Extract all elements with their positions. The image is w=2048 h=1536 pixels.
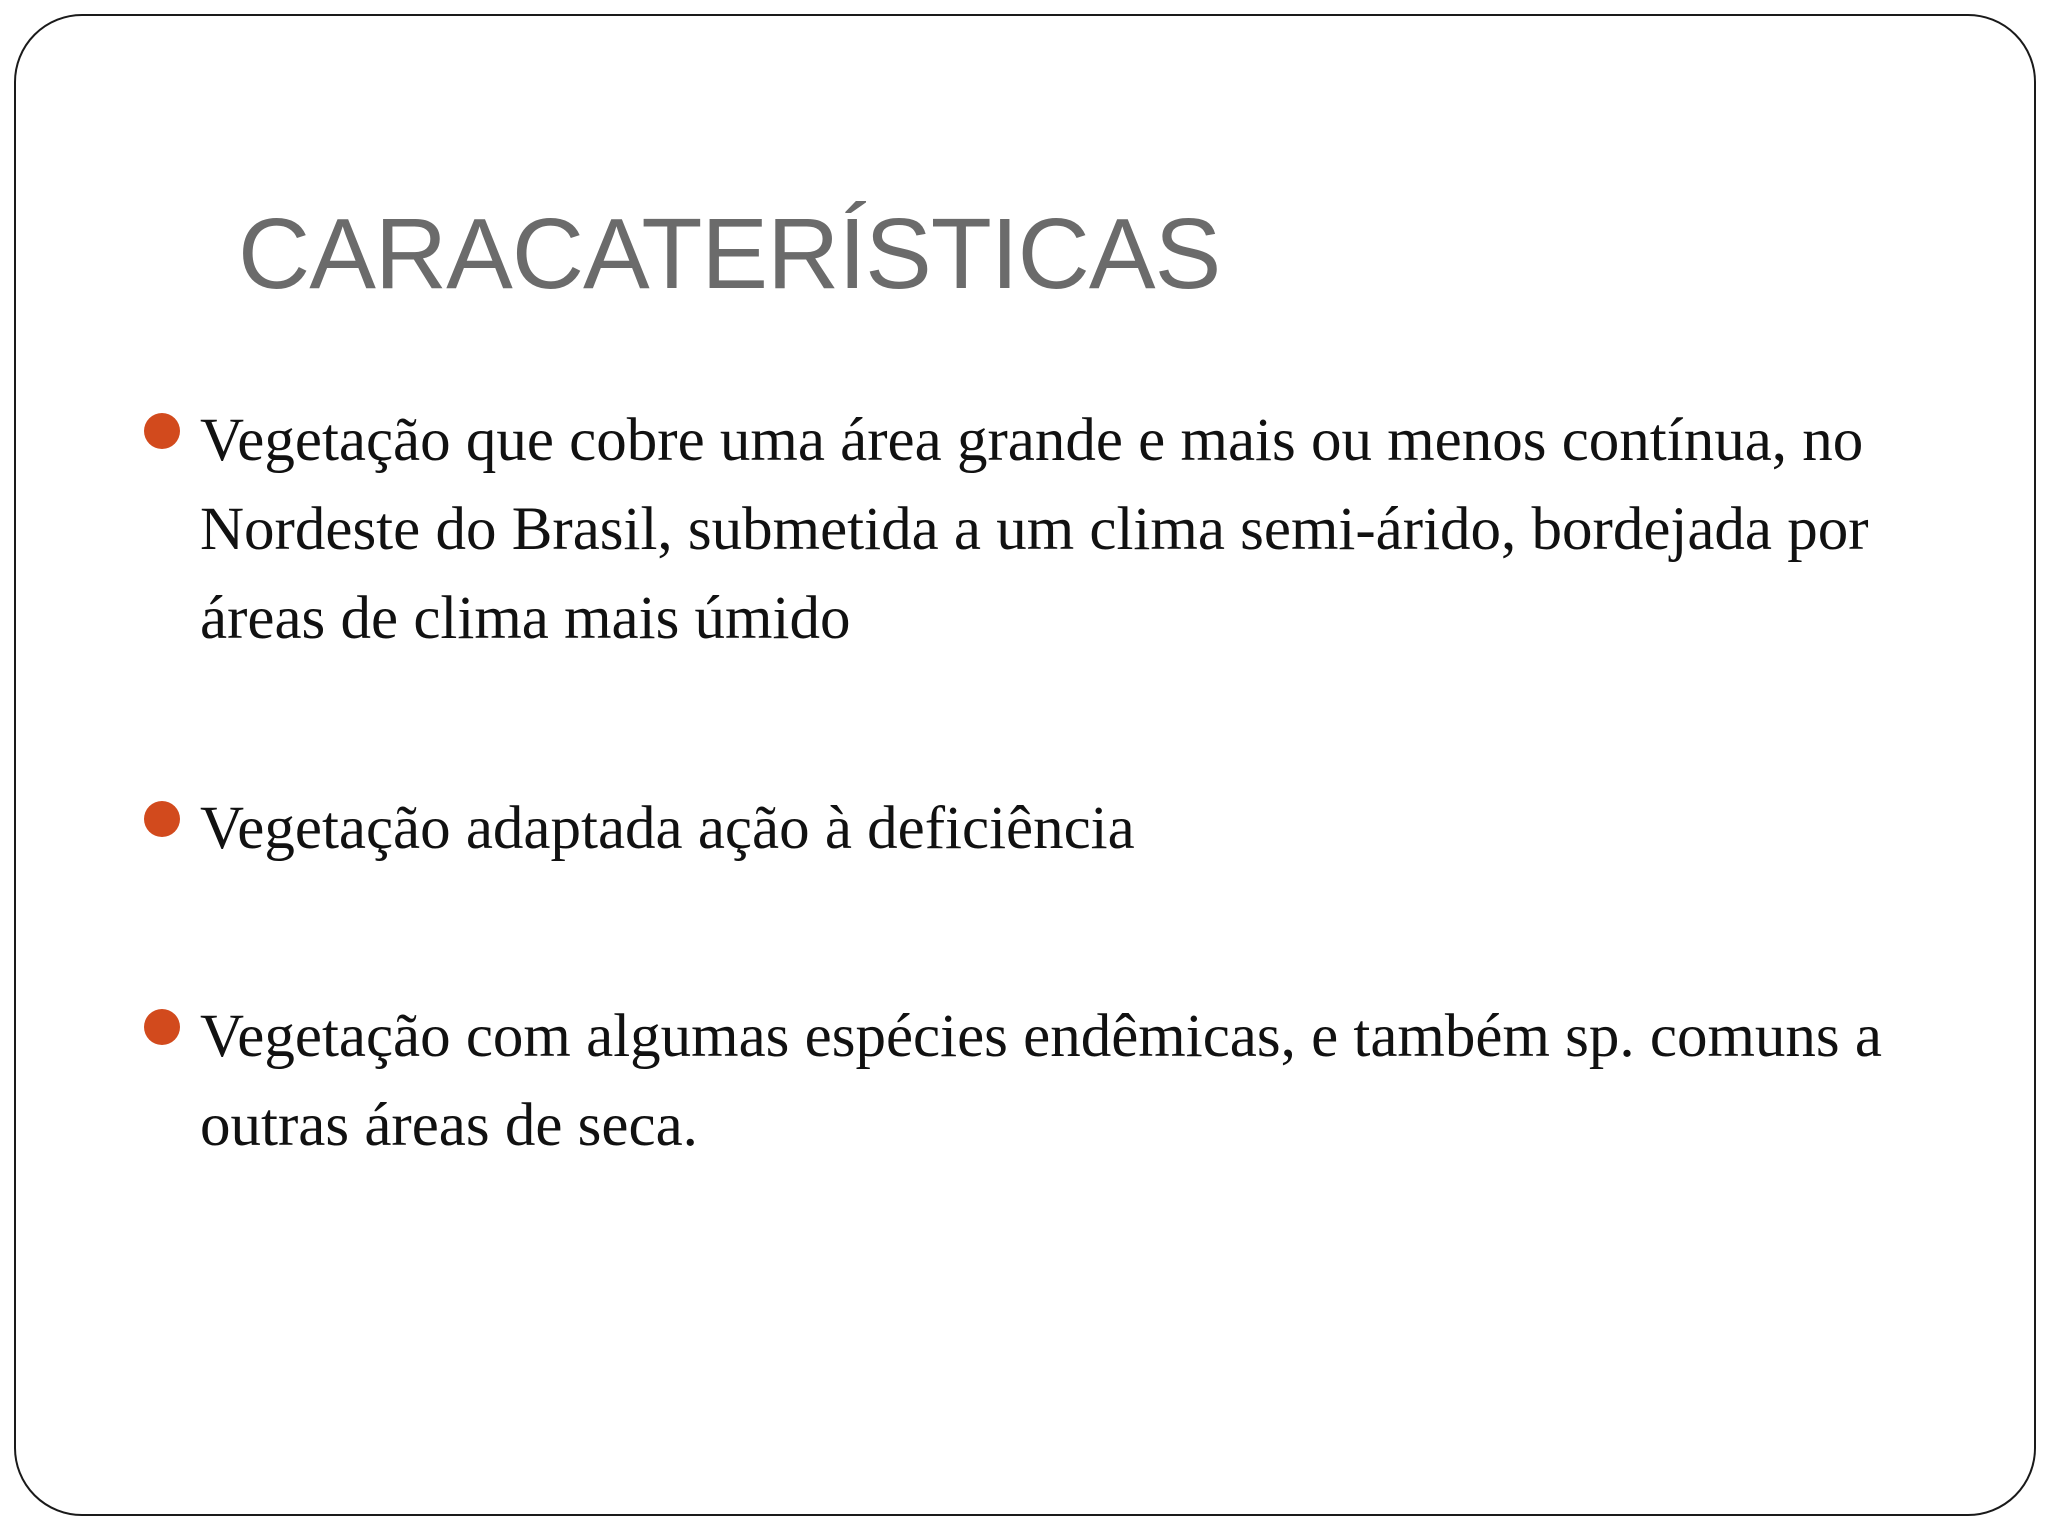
slide-frame	[14, 14, 2036, 1516]
bullet-text: Vegetação que cobre uma área grande e mais ou menos contínua, no Nordeste do Brasil, submetida a um clima semi-árido, bordejada por áreas de clima mais úmido	[200, 407, 1869, 652]
bullet-dot-icon	[144, 801, 180, 837]
bullet-dot-icon	[144, 1009, 180, 1045]
bullet-text: Vegetação adaptada ação à deficiência	[200, 795, 1135, 862]
slide-title: CARACATERÍSTICAS	[238, 198, 1221, 310]
bullet-text: Vegetação com algumas espécies endêmicas, e também sp. comuns a outras áreas de seca.	[200, 1003, 1882, 1159]
bullet-dot-icon	[144, 413, 180, 449]
